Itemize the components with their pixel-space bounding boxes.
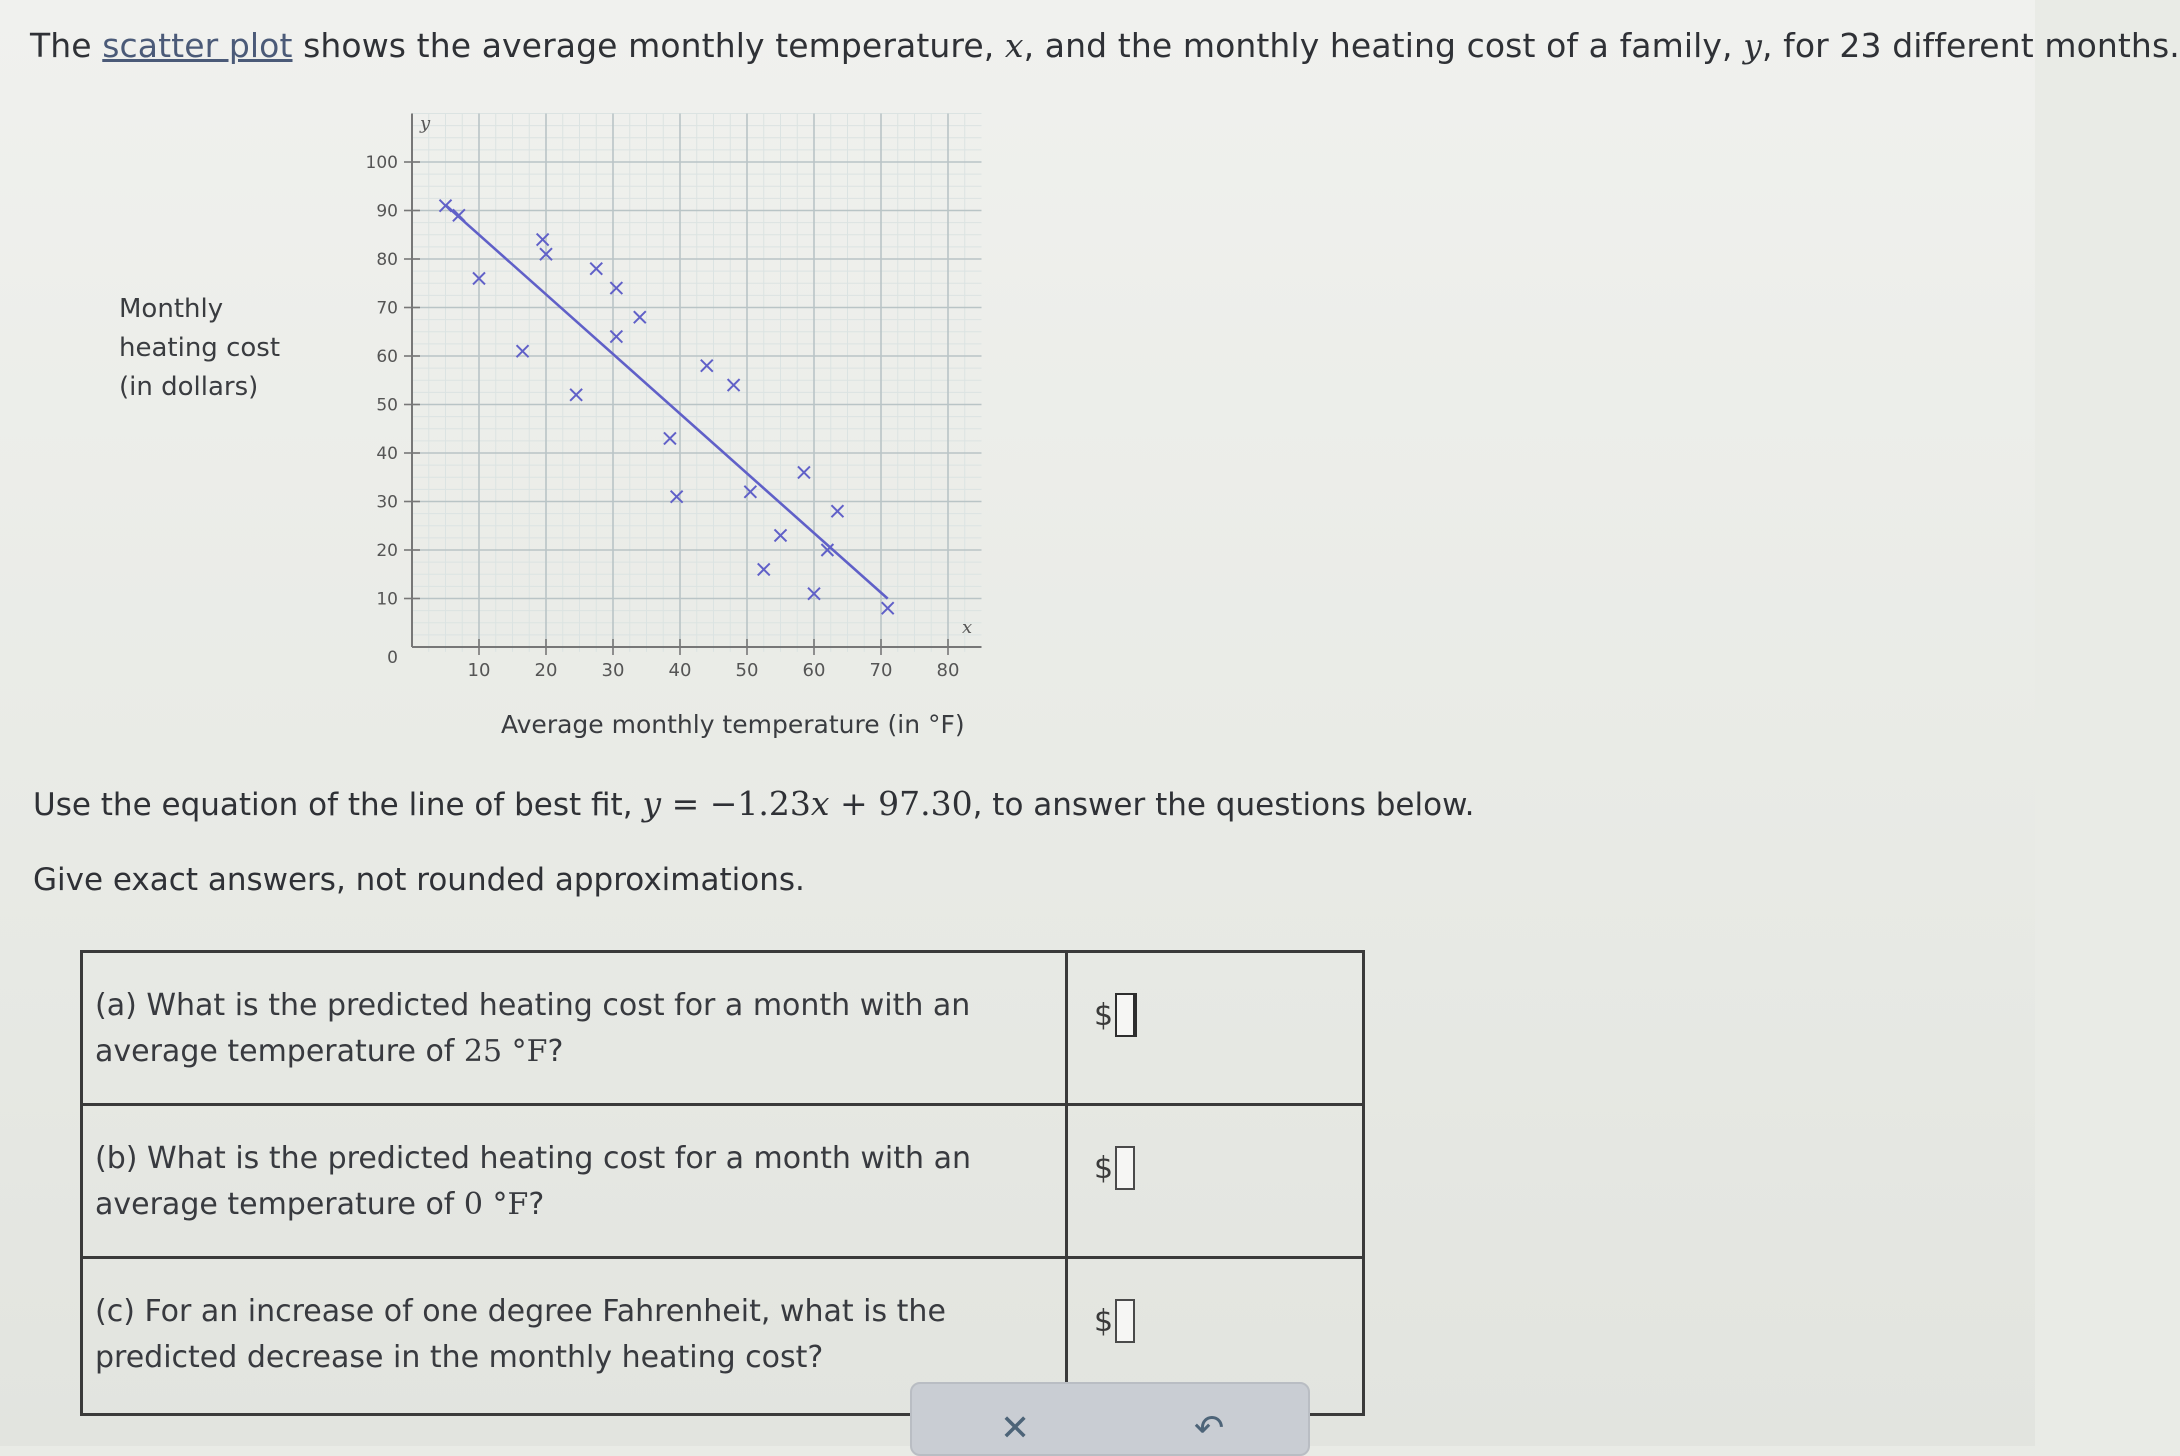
y-axis-symbol: y — [420, 113, 431, 135]
data-point — [744, 486, 756, 498]
currency-symbol-b: $ — [1094, 1150, 1114, 1186]
x-axis-title: Average monthly temperature (in °F) — [501, 710, 965, 739]
scatter-plot — [345, 102, 1005, 692]
intro-text-2: , and the monthly heating cost of a family, — [1023, 26, 1744, 65]
equation-mid: = −1.23 — [661, 784, 811, 823]
intro-text-3: , for 23 different months. — [1761, 26, 2180, 65]
equation-x: x — [810, 784, 830, 823]
data-point — [798, 466, 810, 478]
x-tick-label: 70 — [869, 660, 893, 681]
question-a-temp: 25 °F — [463, 1034, 548, 1069]
data-point — [537, 234, 549, 246]
data-point — [610, 282, 622, 294]
y-axis-title-line2: heating cost — [119, 333, 281, 363]
y-tick-label: 30 — [376, 492, 398, 513]
answer-input-a[interactable] — [1115, 993, 1135, 1037]
x-tick-label: 60 — [802, 660, 826, 681]
best-fit-equation — [642, 784, 972, 823]
equation-end: + 97.30 — [829, 784, 973, 823]
data-point — [610, 331, 622, 343]
question-row-b — [82, 1105, 1364, 1258]
data-point — [728, 379, 740, 391]
var-x: x — [1004, 26, 1024, 65]
intro-text-1: shows the average monthly temperature, — [292, 26, 1005, 65]
x-tick-label: 30 — [601, 660, 625, 681]
question-b — [82, 1105, 1067, 1258]
question-a-end: ? — [547, 1034, 564, 1069]
y-axis-title-line1: Monthly — [119, 294, 224, 324]
data-point — [831, 505, 843, 517]
question-b-text: (b) What is the predicted heating cost for a month with an average temperature of — [95, 1141, 971, 1222]
y-tick-label: 70 — [376, 298, 398, 319]
question-a-text: (a) What is the predicted heating cost for a month with an average temperature of — [95, 988, 971, 1069]
answer-cell-b — [1067, 1105, 1364, 1258]
y-axis-title — [119, 290, 280, 407]
question-b-temp: 0 °F — [463, 1187, 529, 1222]
x-tick-label: 50 — [735, 660, 759, 681]
instruction-post: , to answer the questions below. — [972, 787, 1475, 823]
question-table — [80, 950, 1365, 1416]
equation-y: y — [642, 784, 662, 823]
x-icon[interactable]: ✕ — [1000, 1408, 1031, 1449]
x-tick-label: 20 — [534, 660, 558, 681]
y-tick-label: 20 — [376, 541, 398, 561]
data-point — [634, 311, 646, 323]
data-point — [701, 360, 713, 372]
undo-icon[interactable]: ↶ — [1194, 1408, 1225, 1449]
instruction-exact: Give exact answers, not rounded approximations. — [33, 862, 805, 898]
y-tick-label: 40 — [376, 444, 398, 464]
instruction-pre: Use the equation of the line of best fit, — [33, 787, 643, 823]
x-tick-label: 40 — [668, 660, 692, 681]
origin-label: 0 — [387, 648, 398, 668]
currency-symbol-c: $ — [1094, 1303, 1114, 1339]
question-a — [82, 952, 1067, 1105]
x-axis-symbol: x — [962, 617, 973, 638]
answer-input-b[interactable] — [1115, 1146, 1135, 1190]
data-point — [570, 389, 582, 401]
answer-cell-a — [1067, 952, 1364, 1105]
y-tick-label: 100 — [365, 153, 398, 173]
question-b-end: ? — [528, 1187, 545, 1222]
y-axis-title-line3: (in dollars) — [119, 372, 259, 402]
intro-text-start: The — [30, 26, 103, 65]
y-tick-label: 90 — [376, 201, 398, 222]
var-y: y — [1743, 26, 1762, 65]
scatter-plot-link[interactable]: scatter plot — [102, 26, 293, 65]
answer-toolbar — [910, 1382, 1310, 1456]
question-row-a — [82, 952, 1364, 1105]
y-tick-label: 50 — [376, 395, 398, 416]
data-point — [882, 602, 894, 614]
y-tick-label: 10 — [376, 589, 398, 610]
question-c-text: (c) For an increase of one degree Fahrenheit, what is the predicted decrease in the monthly heating cost? — [95, 1294, 946, 1375]
y-tick-label: 80 — [376, 250, 398, 270]
y-tick-label: 60 — [376, 347, 398, 367]
currency-symbol-a: $ — [1094, 997, 1114, 1033]
instruction-equation — [33, 784, 1474, 823]
x-tick-label: 80 — [936, 660, 960, 681]
answer-input-c[interactable] — [1115, 1299, 1135, 1343]
line-of-best-fit — [446, 205, 888, 599]
problem-statement — [30, 26, 2180, 65]
x-tick-label: 10 — [467, 660, 491, 681]
data-point — [664, 432, 676, 444]
